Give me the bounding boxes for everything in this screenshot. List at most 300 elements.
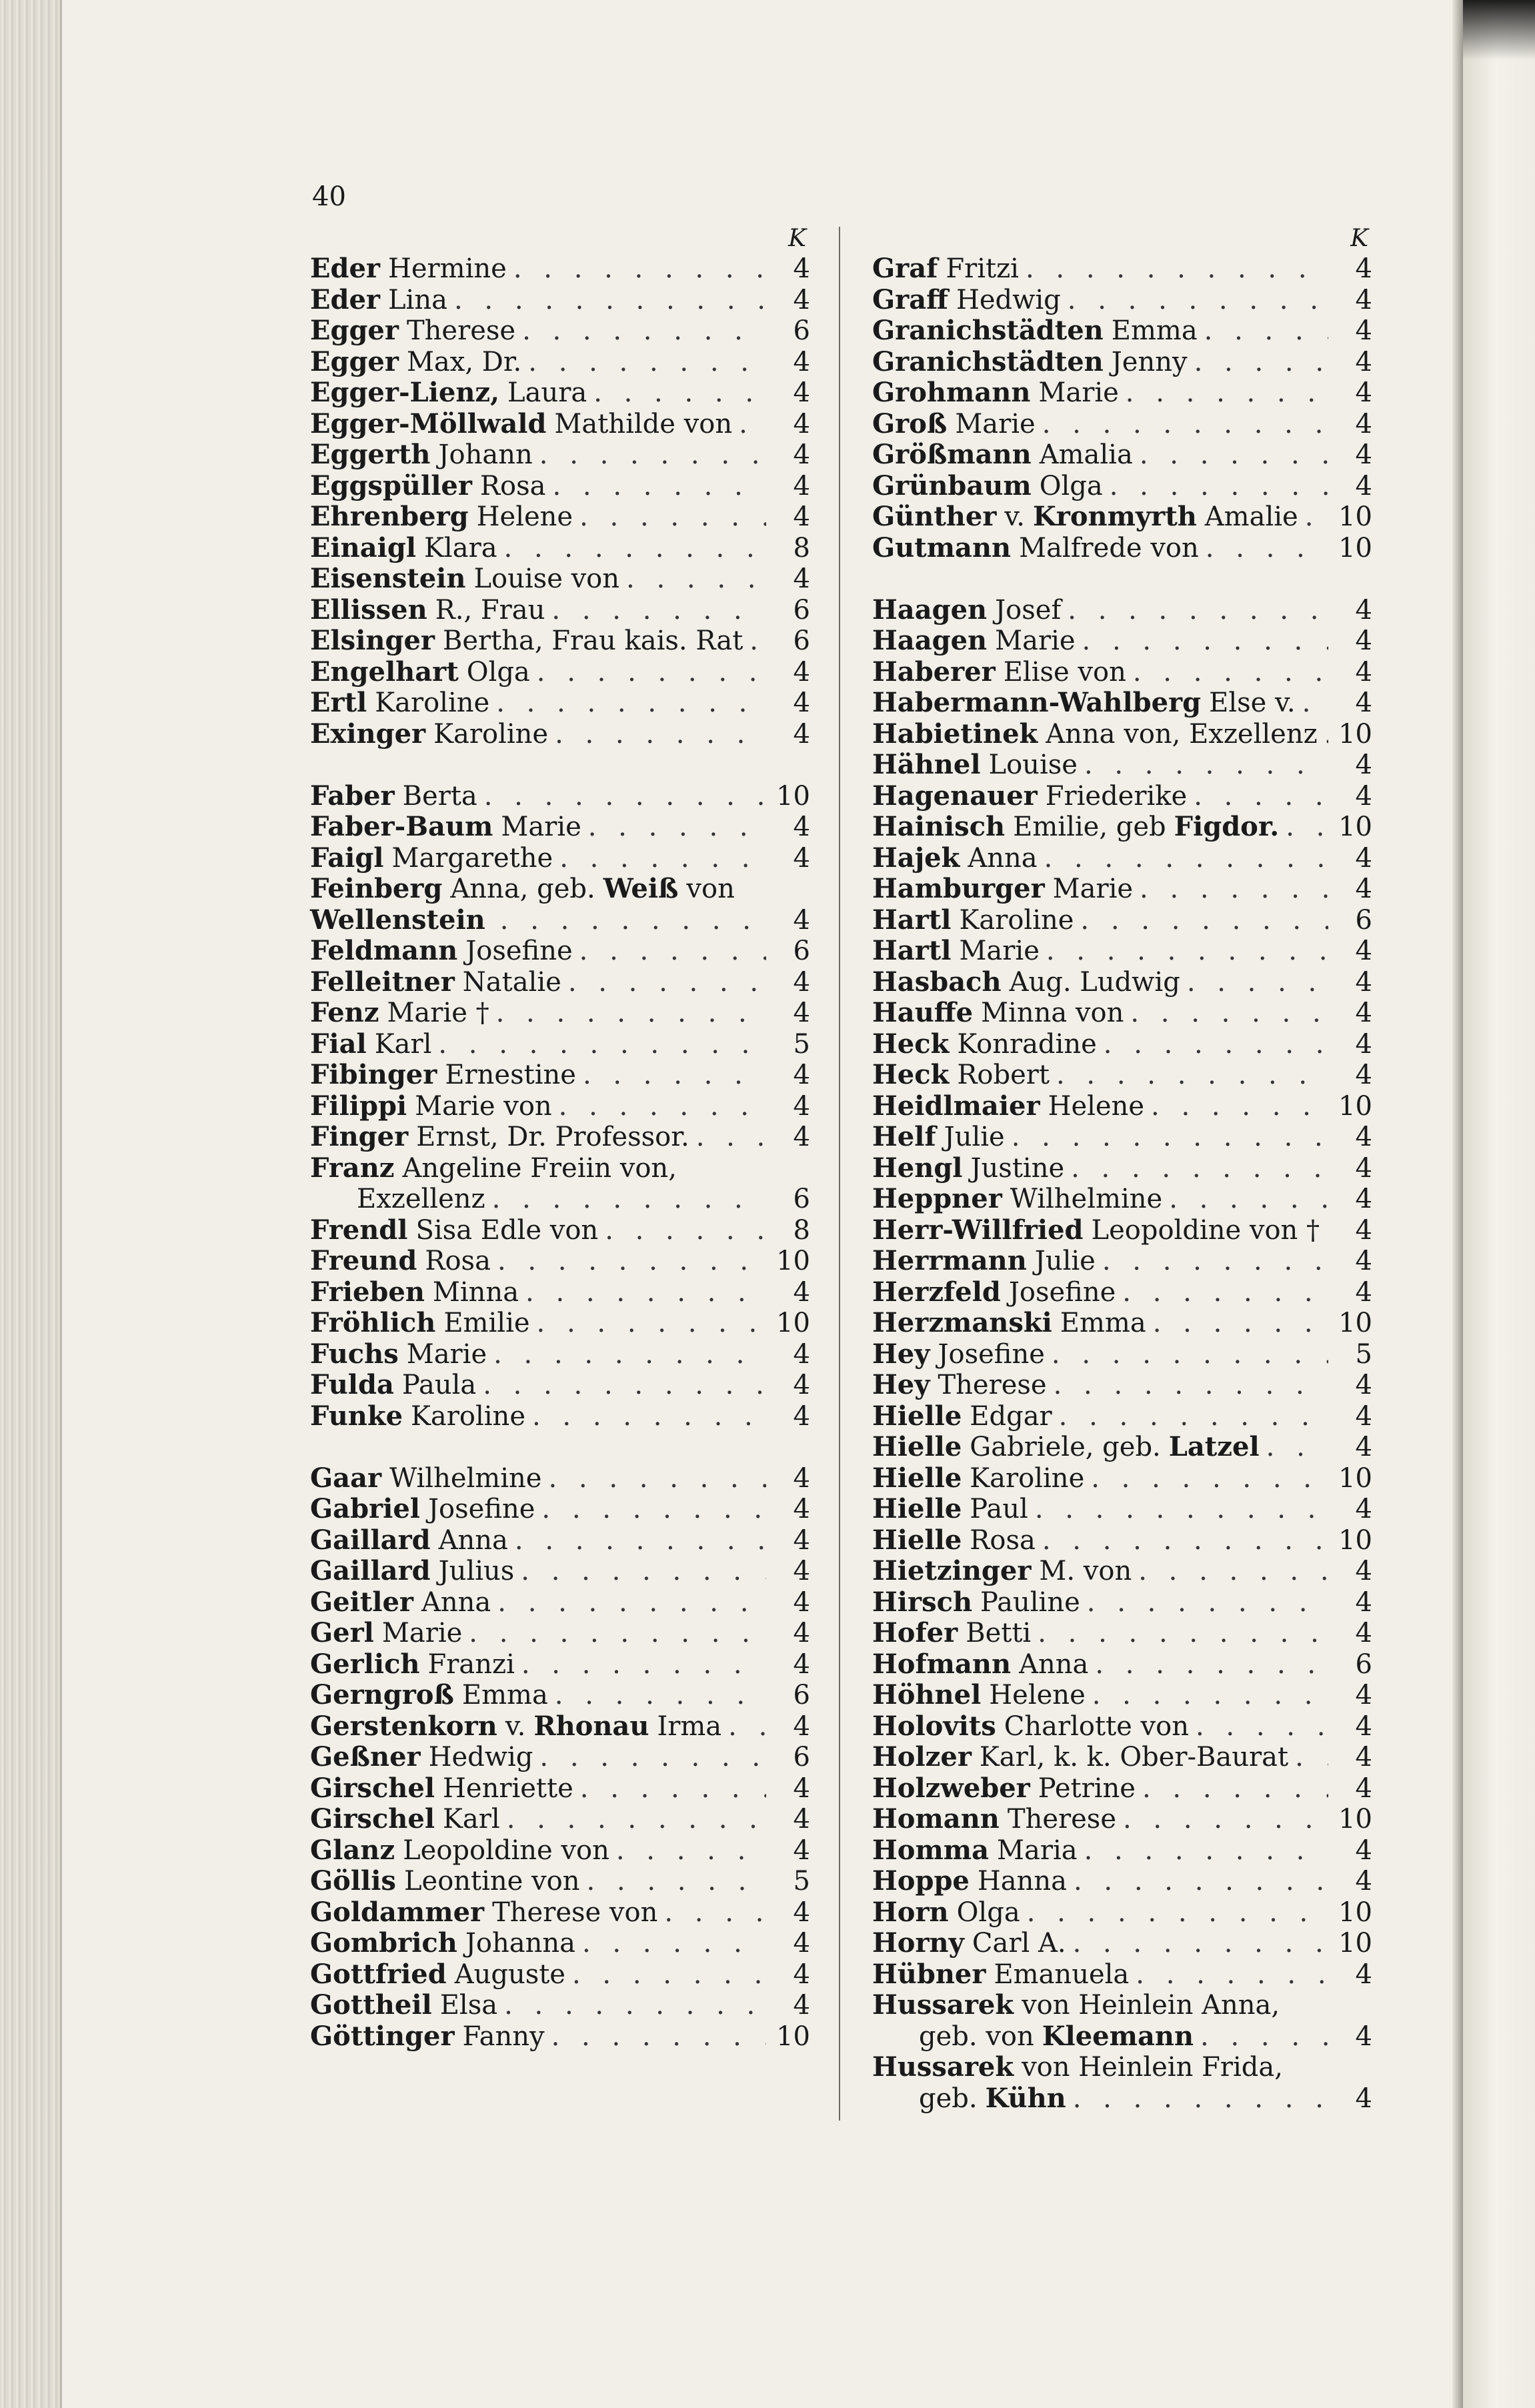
given-name: Franzi bbox=[427, 1648, 515, 1680]
amount: 4 bbox=[793, 1648, 810, 1680]
surname: Eggspüller bbox=[310, 469, 472, 501]
amount: 5 bbox=[793, 1866, 810, 1897]
given-name: Julius bbox=[438, 1556, 515, 1586]
leader-dots bbox=[541, 1494, 766, 1525]
surname: Fibinger bbox=[310, 1059, 437, 1090]
surname: Hielle bbox=[872, 1400, 962, 1432]
given-name: Olga bbox=[466, 656, 530, 688]
given-name: Robert bbox=[957, 1060, 1050, 1090]
leader-dots bbox=[1266, 1432, 1328, 1463]
leader-dots bbox=[1110, 471, 1328, 502]
list-item bbox=[872, 1215, 1372, 1246]
amount: 10 bbox=[776, 1308, 810, 1338]
surname-extra: Figdor. bbox=[1174, 811, 1280, 842]
list-item bbox=[872, 1494, 1372, 1525]
list-item bbox=[310, 1835, 810, 1867]
amount: 4 bbox=[1355, 439, 1372, 470]
list-item bbox=[310, 719, 810, 750]
given-name: Margarethe bbox=[391, 842, 553, 874]
list-item bbox=[872, 1308, 1372, 1339]
list-item bbox=[872, 1246, 1372, 1277]
surname-extra: Kleemann bbox=[1042, 2020, 1194, 2052]
given-name: Karoline bbox=[375, 688, 490, 718]
given-name: Therese bbox=[938, 1370, 1047, 1400]
amount: 10 bbox=[1338, 1804, 1372, 1835]
list-item bbox=[310, 1618, 810, 1649]
leader-dots bbox=[1026, 253, 1328, 285]
given-name: Mathilde von bbox=[554, 408, 733, 439]
given-name: Rosa bbox=[970, 1524, 1036, 1556]
given-name: Maria bbox=[997, 1835, 1078, 1866]
surname: Habermann-Wahlberg bbox=[872, 687, 1202, 718]
given-name: Friederike bbox=[1045, 780, 1188, 812]
surname: Hietzinger bbox=[872, 1555, 1032, 1586]
amount: 4 bbox=[793, 1897, 810, 1928]
surname: Hartl bbox=[872, 904, 952, 936]
given-name: Ernestine bbox=[445, 1060, 576, 1090]
surname: Fuchs bbox=[310, 1338, 399, 1370]
amount: 4 bbox=[793, 812, 810, 842]
leader-dots bbox=[1084, 1835, 1328, 1867]
surname: Egger-Lienz, bbox=[310, 377, 500, 408]
amount: 4 bbox=[793, 1122, 810, 1152]
given-name: Jenny bbox=[1111, 346, 1188, 377]
surname: Haagen bbox=[872, 593, 988, 626]
leader-dots bbox=[551, 2021, 766, 2053]
given-name: Helene bbox=[989, 1680, 1086, 1710]
leader-dots bbox=[1092, 1680, 1328, 1711]
amount: 4 bbox=[793, 1338, 810, 1370]
given-name: Anna von, Exzellenz bbox=[1046, 718, 1318, 750]
list-item bbox=[872, 750, 1372, 781]
list-item bbox=[310, 1091, 810, 1122]
leader-dots bbox=[504, 533, 766, 564]
surname: Geitler bbox=[310, 1586, 413, 1618]
amount: 10 bbox=[1338, 1928, 1372, 1959]
amount: 4 bbox=[1355, 1400, 1372, 1432]
given-name: Henriette bbox=[443, 1772, 573, 1804]
leader-dots bbox=[568, 967, 766, 998]
leader-dots bbox=[605, 1215, 766, 1246]
list-item bbox=[310, 1060, 810, 1091]
list-item bbox=[310, 967, 810, 998]
amount: 10 bbox=[1338, 1090, 1372, 1122]
given-name: Else v. bbox=[1209, 688, 1296, 718]
leader-dots bbox=[739, 409, 766, 440]
amount: 6 bbox=[793, 936, 810, 966]
amount: 4 bbox=[1355, 1060, 1372, 1090]
leader-dots bbox=[1068, 285, 1328, 316]
leader-dots bbox=[1091, 1463, 1328, 1494]
amount: 4 bbox=[1355, 1214, 1372, 1246]
given-name: Ernst, Dr. Professor. bbox=[416, 1122, 689, 1152]
amount: 4 bbox=[1355, 626, 1372, 656]
leader-dots bbox=[1035, 1494, 1328, 1525]
list-item bbox=[872, 1153, 1372, 1184]
amount: 4 bbox=[1355, 1494, 1372, 1524]
given-name: Max, Dr. bbox=[406, 346, 522, 377]
list-item bbox=[872, 1463, 1372, 1494]
amount: 4 bbox=[793, 408, 810, 439]
leader-dots bbox=[532, 1401, 766, 1432]
amount: 6 bbox=[793, 594, 810, 626]
list-item bbox=[872, 471, 1372, 502]
given-name: Emanuela bbox=[994, 1959, 1130, 1990]
currency-header: K bbox=[1350, 225, 1368, 252]
amount: 4 bbox=[1355, 1152, 1372, 1184]
leader-dots bbox=[593, 377, 766, 409]
amount: 4 bbox=[793, 284, 810, 315]
leader-dots bbox=[1046, 936, 1328, 967]
given-name: Leopoldine von † bbox=[1091, 1214, 1320, 1246]
given-name: Anna bbox=[1019, 1648, 1089, 1680]
surname: Hofer bbox=[872, 1617, 958, 1648]
amount: 4 bbox=[1355, 1742, 1372, 1772]
leader-dots bbox=[548, 1463, 766, 1494]
given-name: Laura bbox=[507, 377, 587, 408]
amount: 4 bbox=[1355, 1556, 1372, 1586]
given-name: Emma bbox=[1111, 315, 1198, 346]
surname-extra: Kronmyrth bbox=[1032, 501, 1197, 532]
amount: 4 bbox=[1355, 284, 1372, 315]
surname: Fial bbox=[310, 1028, 367, 1060]
right-column bbox=[872, 224, 1372, 2114]
surname: Hajek bbox=[872, 842, 960, 874]
list-item bbox=[872, 1804, 1372, 1835]
amount: 4 bbox=[793, 1400, 810, 1432]
leader-dots bbox=[515, 1525, 766, 1556]
surname: Hähnel bbox=[872, 749, 981, 780]
given-name: Josefine bbox=[938, 1338, 1045, 1370]
amount: 4 bbox=[1355, 1680, 1372, 1710]
leader-dots bbox=[454, 285, 766, 316]
surname: Engelhart bbox=[310, 656, 459, 688]
amount: 8 bbox=[793, 532, 810, 563]
surname: Herr-Willfried bbox=[872, 1214, 1084, 1246]
list-item bbox=[872, 719, 1372, 750]
amount: 4 bbox=[793, 1090, 810, 1122]
amount: 4 bbox=[793, 1586, 810, 1618]
list-item bbox=[310, 1401, 810, 1432]
list-item bbox=[310, 1928, 810, 1959]
list-item bbox=[310, 688, 810, 719]
given-name: Justine bbox=[970, 1152, 1065, 1184]
given-name: Edgar bbox=[970, 1400, 1052, 1432]
given-name: Bertha, Frau kais. Rat bbox=[442, 626, 743, 656]
given-name: Karoline bbox=[411, 1400, 525, 1432]
leader-dots bbox=[492, 1184, 766, 1215]
surname: Wellenstein bbox=[310, 904, 485, 936]
list-item bbox=[872, 2083, 1372, 2115]
surname: Grünbaum bbox=[872, 469, 1032, 501]
given-name: v. bbox=[505, 1710, 526, 1742]
surname: Frieben bbox=[310, 1276, 425, 1308]
leader-dots bbox=[1326, 1215, 1328, 1246]
leader-dots bbox=[521, 1556, 766, 1587]
list-item bbox=[310, 1463, 810, 1494]
leader-dots bbox=[1038, 1618, 1328, 1649]
surname: Finger bbox=[310, 1121, 409, 1152]
given-name: Hanna bbox=[977, 1866, 1067, 1897]
amount: 4 bbox=[1355, 656, 1372, 688]
leader-dots bbox=[582, 1928, 766, 1959]
surname: Horn bbox=[872, 1896, 949, 1928]
list-item bbox=[310, 1866, 810, 1897]
list-item bbox=[310, 501, 810, 533]
leader-dots bbox=[1084, 750, 1328, 781]
list-item bbox=[872, 1091, 1372, 1122]
given-name: Emma bbox=[1060, 1308, 1146, 1338]
leader-dots bbox=[1204, 315, 1328, 347]
given-name: Olga bbox=[956, 1897, 1020, 1928]
list-item bbox=[310, 1215, 810, 1246]
amount: 4 bbox=[793, 1835, 810, 1866]
list-item bbox=[310, 595, 810, 626]
amount: 4 bbox=[793, 1556, 810, 1586]
surname: Hagenauer bbox=[872, 780, 1038, 812]
page-number: 40 bbox=[312, 181, 346, 212]
surname: Günther bbox=[872, 501, 997, 532]
list-item bbox=[872, 253, 1372, 285]
list-item bbox=[872, 1835, 1372, 1867]
surname: Helf bbox=[872, 1121, 936, 1152]
surname: Funke bbox=[310, 1400, 403, 1432]
surname: Eder bbox=[310, 253, 380, 284]
leader-dots bbox=[1082, 626, 1328, 657]
leader-dots bbox=[1027, 1897, 1328, 1929]
list-item bbox=[872, 1060, 1372, 1091]
leader-dots bbox=[1286, 812, 1328, 843]
given-name: Marie bbox=[959, 936, 1040, 966]
amount: 4 bbox=[793, 1060, 810, 1090]
leader-dots bbox=[1305, 501, 1328, 533]
list-item bbox=[872, 812, 1372, 843]
leader-dots bbox=[1169, 1184, 1328, 1215]
given-name: Anna bbox=[438, 1524, 508, 1556]
leader-dots bbox=[438, 1029, 766, 1060]
amount: 10 bbox=[1338, 1897, 1372, 1928]
given-name: Marie bbox=[995, 626, 1076, 656]
surname: Hauffe bbox=[872, 997, 974, 1028]
amount: 10 bbox=[1338, 501, 1372, 532]
given-name: Rosa bbox=[425, 1246, 491, 1276]
surname: Gottheil bbox=[310, 1989, 432, 2021]
leader-dots bbox=[1196, 1711, 1328, 1742]
given-name: Emilie bbox=[443, 1308, 530, 1338]
amount: 4 bbox=[793, 966, 810, 998]
given-name: Marie bbox=[501, 812, 581, 842]
surname: Graf bbox=[872, 253, 938, 284]
list-item bbox=[872, 1897, 1372, 1929]
amount: 4 bbox=[793, 1276, 810, 1308]
amount: 4 bbox=[1355, 688, 1372, 718]
list-item bbox=[310, 471, 810, 502]
surname: Hirsch bbox=[872, 1586, 973, 1618]
amount: 4 bbox=[1355, 1028, 1372, 1060]
surname: Graff bbox=[872, 283, 948, 315]
leader-dots bbox=[553, 471, 767, 502]
leader-dots bbox=[1095, 1649, 1328, 1680]
amount: 4 bbox=[793, 346, 810, 377]
list-item bbox=[872, 1277, 1372, 1308]
leader-dots bbox=[1194, 347, 1328, 378]
leader-dots bbox=[522, 315, 766, 347]
amount: 5 bbox=[1355, 1338, 1372, 1370]
leader-dots bbox=[521, 1649, 766, 1680]
surname: Herzfeld bbox=[872, 1276, 1001, 1308]
leader-dots bbox=[1042, 409, 1328, 440]
list-item bbox=[872, 1184, 1372, 1215]
gutter-line bbox=[60, 0, 62, 2408]
leader-dots bbox=[469, 1618, 766, 1649]
given-name: v. bbox=[1004, 501, 1025, 532]
list-item bbox=[310, 1339, 810, 1370]
leader-dots bbox=[1138, 1556, 1328, 1587]
surname: Frendl bbox=[310, 1214, 408, 1246]
surname: Ertl bbox=[310, 687, 367, 718]
leader-dots bbox=[1126, 377, 1328, 409]
surname-extra: Latzel bbox=[1168, 1431, 1260, 1462]
surname: Hoppe bbox=[872, 1865, 970, 1897]
list-item bbox=[310, 1308, 810, 1339]
list-item bbox=[872, 347, 1372, 378]
list-item bbox=[872, 1029, 1372, 1060]
surname: Gaillard bbox=[310, 1524, 431, 1556]
given-name: Wilhelmine bbox=[1010, 1184, 1163, 1214]
amount: 4 bbox=[1355, 1586, 1372, 1618]
list-item bbox=[872, 936, 1372, 967]
leader-dots bbox=[525, 1277, 766, 1308]
given-name: R., Frau bbox=[435, 594, 545, 626]
given-name: Betti bbox=[966, 1618, 1032, 1648]
surname: Hielle bbox=[872, 1524, 962, 1556]
amount: 4 bbox=[1355, 1835, 1372, 1866]
column-divider bbox=[839, 227, 840, 2121]
given-name: Hermine bbox=[387, 253, 507, 284]
amount: 4 bbox=[1355, 1866, 1372, 1897]
leader-dots bbox=[497, 1246, 766, 1277]
surname: Girschel bbox=[310, 1803, 435, 1835]
surname-extra: Weiß bbox=[603, 873, 679, 904]
amount: 4 bbox=[1355, 1184, 1372, 1214]
leader-dots bbox=[551, 595, 766, 626]
surname: Goldammer bbox=[310, 1896, 485, 1928]
leader-dots bbox=[626, 563, 766, 595]
surname: Heppner bbox=[872, 1183, 1002, 1214]
given-name: Elise von bbox=[1003, 656, 1126, 688]
list-item bbox=[310, 1990, 810, 2021]
amount: 6 bbox=[793, 1184, 810, 1214]
given-name: Marie von bbox=[415, 1090, 552, 1122]
surname: Feldmann bbox=[310, 935, 458, 966]
list-item bbox=[310, 439, 810, 471]
list-item bbox=[310, 1153, 810, 1184]
amount: 4 bbox=[1355, 408, 1372, 439]
surname: Hartl bbox=[872, 935, 952, 966]
leader-dots bbox=[1133, 657, 1328, 688]
given-name: Leontine von bbox=[403, 1866, 580, 1897]
surname: Gerstenkorn bbox=[310, 1710, 497, 1742]
amount: 4 bbox=[1355, 1246, 1372, 1276]
page-edge bbox=[1452, 0, 1463, 2408]
leader-dots bbox=[500, 905, 766, 936]
leader-dots bbox=[587, 1866, 767, 1897]
given-name: Wilhelmine bbox=[389, 1462, 542, 1494]
given-name: Amalia bbox=[1039, 439, 1133, 470]
surname: Franz bbox=[310, 1152, 395, 1184]
given-name: Therese bbox=[406, 315, 516, 346]
leader-dots bbox=[504, 1990, 766, 2021]
leader-dots bbox=[1151, 1091, 1328, 1122]
leader-dots bbox=[588, 812, 766, 843]
list-item bbox=[310, 781, 810, 812]
given-name: von Heinlein Anna, bbox=[1022, 1990, 1280, 2021]
amount: 4 bbox=[793, 501, 810, 532]
leader-dots bbox=[555, 1680, 766, 1711]
list-item bbox=[872, 1339, 1372, 1370]
given-name: Klara bbox=[424, 532, 497, 563]
list-item bbox=[310, 563, 810, 595]
leader-dots bbox=[1153, 1308, 1328, 1339]
leader-dots bbox=[559, 1091, 766, 1122]
amount: 4 bbox=[1355, 253, 1372, 284]
given-name: Angeline Freiin von, bbox=[402, 1152, 677, 1184]
surname: Herrmann bbox=[872, 1245, 1027, 1276]
list-item bbox=[872, 315, 1372, 347]
surname: Hasbach bbox=[872, 966, 1002, 998]
list-item bbox=[872, 1556, 1372, 1587]
surname: Granichstädten bbox=[872, 315, 1104, 346]
given-name: Auguste bbox=[454, 1959, 565, 1990]
given-name-suffix: von bbox=[686, 874, 735, 904]
amount: 4 bbox=[793, 253, 810, 284]
list-item bbox=[872, 1711, 1372, 1742]
leader-dots bbox=[1054, 1370, 1328, 1401]
list-item bbox=[310, 1587, 810, 1618]
list-item bbox=[310, 1804, 810, 1835]
surname: Filippi bbox=[310, 1090, 407, 1122]
given-name: Emma bbox=[461, 1680, 548, 1710]
amount: 4 bbox=[1355, 470, 1372, 501]
leader-dots bbox=[1073, 2083, 1328, 2115]
leader-dots bbox=[1194, 781, 1328, 812]
amount: 4 bbox=[1355, 1618, 1372, 1648]
amount: 10 bbox=[776, 1246, 810, 1276]
amount: 4 bbox=[1355, 1276, 1372, 1308]
given-name: von Heinlein Frida, bbox=[1022, 2052, 1283, 2083]
list-item bbox=[310, 409, 810, 440]
amount: 4 bbox=[793, 1524, 810, 1556]
list-item bbox=[872, 998, 1372, 1029]
leader-dots bbox=[537, 657, 766, 688]
list-item bbox=[872, 1618, 1372, 1649]
given-name: Carl A. bbox=[972, 1928, 1066, 1959]
given-name: Louise bbox=[988, 750, 1078, 780]
surname: Eisenstein bbox=[310, 563, 466, 594]
list-item bbox=[872, 409, 1372, 440]
list-item bbox=[310, 1246, 810, 1277]
list-item bbox=[872, 1990, 1372, 2021]
surname: Gerlich bbox=[310, 1648, 420, 1680]
list-item bbox=[872, 439, 1372, 471]
surname: Fenz bbox=[310, 997, 379, 1028]
amount: 6 bbox=[793, 626, 810, 656]
leader-dots bbox=[1136, 1959, 1328, 1991]
list-item bbox=[310, 2021, 810, 2053]
leader-dots bbox=[496, 688, 766, 719]
leader-dots bbox=[1102, 1246, 1328, 1277]
given-name: Petrine bbox=[1038, 1772, 1136, 1804]
